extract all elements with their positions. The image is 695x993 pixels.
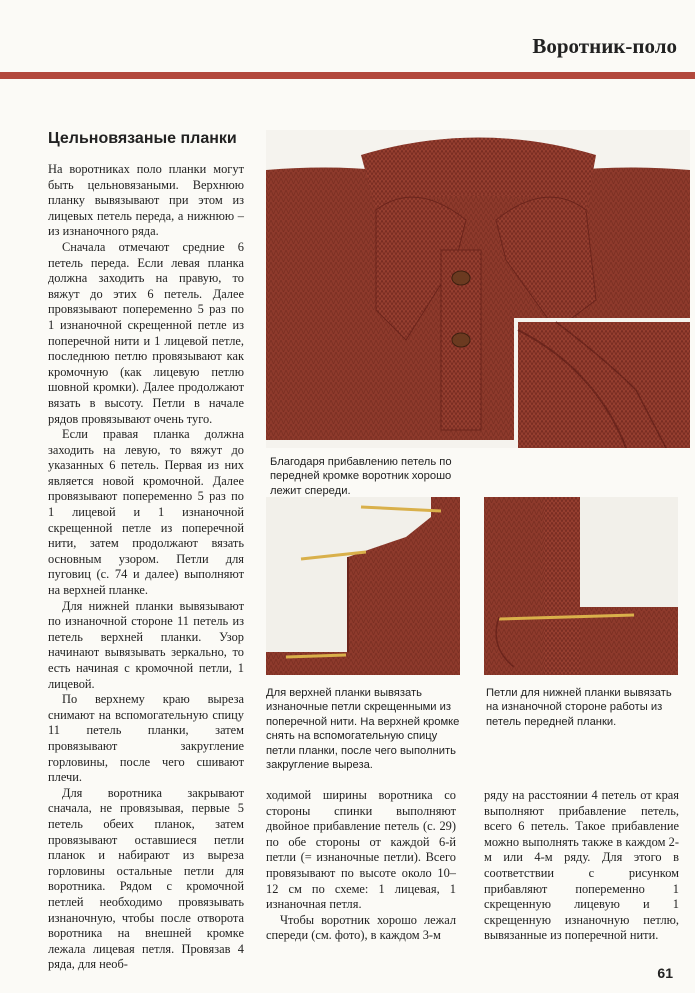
page-number: 61 (657, 965, 673, 981)
text-column-3 (484, 788, 679, 944)
header-rule (0, 72, 695, 79)
paragraph: ряду на расстоянии 4 петель от края выполняют прибавление петель, всего 6 петель. Такое прибавление можно выполнять также в каждом 2-м или 4-м ряду. Для этого в соответствии с рисунком прибавляют попеременно 1 скрещенную лицевую и 1 скрещенную изнаночную петлю, вывязанные из поперечной нити. (484, 788, 679, 943)
left-photo-caption: Для верхней планки вывязать изнаночные петли скрещенными из поперечной нити. На верхней кромке снять на вспомогательную спицу петли планки, после чего выполнить закругление выреза. (266, 687, 460, 772)
paragraph: По верхнему краю выреза снимают на вспомогательную спицу 11 петель планки, затем провязывают закругление горловины, после чего сшивают плечи. (48, 692, 244, 785)
paragraph: На воротниках поло планки могут быть цельновязаными. Верхнюю планку вывязывают при этом из лицевых петель переда, а нижнюю – из изнаночного ряда. (48, 162, 244, 239)
lower-placket-photo (484, 497, 678, 675)
main-photo-caption: Благодаря прибавлению петель по передней кромке воротник хорошо лежит спереди. (270, 456, 452, 497)
paragraph: ходимой ширины воротника со стороны спинки выполняют двойное прибавление петель (с. 29) по обе стороны от каждой 6-й петли (= изнаночные петли). Всего провязывают по высоте около 10–12 см по схеме: 1 лицевая, 1 изнаночная петля. (266, 788, 456, 912)
page-header-title: Воротник-поло (532, 34, 677, 58)
paragraph: Если правая планка должна заходить на левую, то вяжут до указанных 6 петель. Первая из них является новой кромочной. Далее провязывают попеременно 5 раз по 1 лицевой и 1 изнаночной скрещенной петле из поперечной нити, затем продолжают вязать основным узором. Петли для пуговиц (с. 74 и далее) выполняют на верхней планке. (48, 427, 244, 598)
section-heading: Цельновязаные планки (48, 130, 237, 147)
right-photo-caption: Петли для нижней планки вывязать на изнаночной стороне работы из петель передней планки. (486, 687, 672, 728)
polo-collar-photo (266, 130, 690, 448)
paragraph: Чтобы воротник хорошо лежал спереди (см. фото), в каждом 3-м (266, 912, 456, 943)
paragraph: Для нижней планки вывязывают по изнаночной стороне 11 петель из петель верхней планки. Узор начинают вывязывать зеркально, то есть начиная с кромочной петли, 1 лицевой. (48, 598, 244, 691)
paragraph: Для воротника закрывают сначала, не провязывая, первые 5 петель обеих планок, затем провязывают оставшиеся петли планок и набирают из выреза горловины остальные петли для воротника. Рядом с кромочной петлей необходимо провязывать изнаночную, чтобы после отворота воротника на внешней кромке лежала лицевая петля. Провязав 4 ряда, для необ- (48, 785, 244, 972)
text-column-2 (266, 788, 456, 944)
upper-placket-photo (266, 497, 460, 675)
text-column-1 (48, 162, 244, 973)
paragraph: Сначала отмечают средние 6 петель переда. Если левая планка должна заходить на правую, то вяжут до этих 6 петель. Далее провязывают попеременно 5 раз по 1 изнаночной скрещенной петле из поперечной нити и 1 лицевой петле, последнюю петлю провязывают как кромочную (как лицевую петлю шовной кромки). Далее продолжают вязать в высоту. Петли в начале рядов провязывают очень туго. (48, 239, 244, 426)
